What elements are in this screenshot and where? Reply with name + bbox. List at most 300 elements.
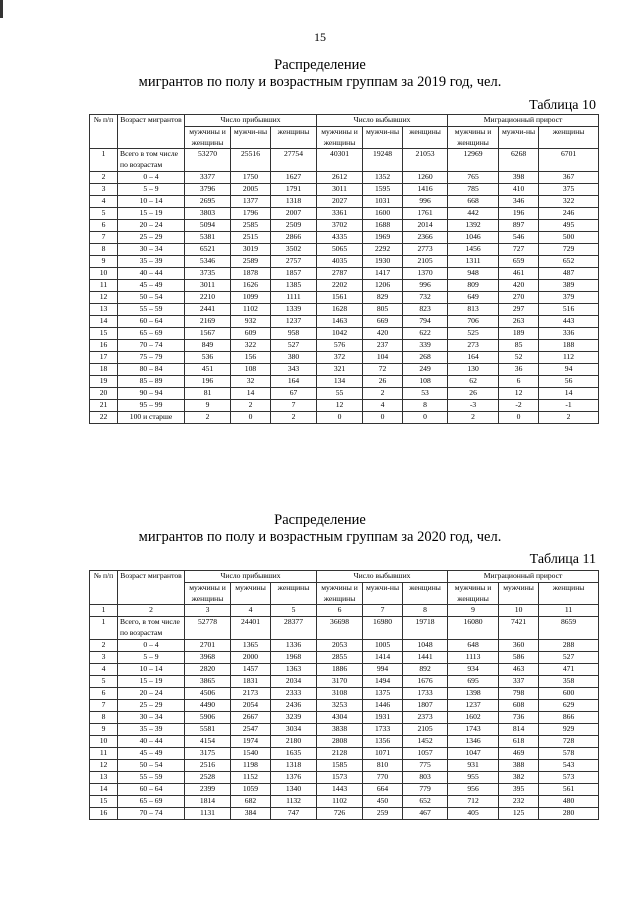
table2-title-line2: мигрантов по полу и возрастным группам за 2020 год, чел. bbox=[138, 529, 502, 545]
table-cell: 11 bbox=[90, 747, 118, 759]
table-cell: 2585 bbox=[231, 219, 271, 231]
table-cell: 2027 bbox=[317, 195, 363, 207]
table-cell: 249 bbox=[403, 363, 448, 375]
table-cell: 1463 bbox=[317, 315, 363, 327]
table-cell: 14 bbox=[231, 387, 271, 399]
table-cell: 3 bbox=[90, 651, 118, 663]
table-cell: 50 – 54 bbox=[118, 759, 185, 771]
table-cell: 5381 bbox=[185, 231, 231, 243]
table-cell: 1376 bbox=[271, 771, 317, 783]
table-cell: 932 bbox=[231, 315, 271, 327]
table-cell: 16980 bbox=[363, 617, 403, 640]
table-row bbox=[90, 723, 599, 735]
table-cell: 22 bbox=[90, 411, 118, 423]
table-cell: 2547 bbox=[231, 723, 271, 735]
table-cell: 65 – 69 bbox=[118, 327, 185, 339]
header-departed: Число выбывших bbox=[317, 571, 448, 583]
table-row bbox=[90, 617, 599, 640]
table-cell: 994 bbox=[363, 663, 403, 675]
table-cell: 70 – 74 bbox=[118, 339, 185, 351]
table-cell: 1974 bbox=[231, 735, 271, 747]
table-cell: 3865 bbox=[185, 675, 231, 687]
table-cell: 1567 bbox=[185, 327, 231, 339]
table-cell: 85 – 89 bbox=[118, 375, 185, 387]
table-cell: 50 – 54 bbox=[118, 291, 185, 303]
table-cell: 388 bbox=[499, 759, 539, 771]
table-cell: 9 bbox=[90, 255, 118, 267]
table-cell: 45 – 49 bbox=[118, 747, 185, 759]
table-cell: 1743 bbox=[448, 723, 499, 735]
table-cell: 1370 bbox=[403, 267, 448, 279]
table-cell: 1336 bbox=[271, 639, 317, 651]
table-cell: 1602 bbox=[448, 711, 499, 723]
table-cell: 85 bbox=[499, 339, 539, 351]
table-cell: 2169 bbox=[185, 315, 231, 327]
table-cell: 2 bbox=[448, 411, 499, 423]
table1-body bbox=[90, 149, 599, 424]
table-cell: 196 bbox=[185, 375, 231, 387]
table-cell: 487 bbox=[539, 267, 599, 279]
column-number-cell: 7 bbox=[363, 605, 403, 617]
table-cell: 525 bbox=[448, 327, 499, 339]
table-cell: 1688 bbox=[363, 219, 403, 231]
table-cell: 20 – 24 bbox=[118, 219, 185, 231]
table-cell: 13 bbox=[90, 771, 118, 783]
table-cell: 600 bbox=[539, 687, 599, 699]
table-cell: 56 bbox=[539, 375, 599, 387]
table-row bbox=[90, 315, 599, 327]
table-row bbox=[90, 351, 599, 363]
table-cell: 410 bbox=[499, 183, 539, 195]
table2-title bbox=[0, 512, 640, 546]
column-number-cell: 4 bbox=[231, 605, 271, 617]
table-cell: 3019 bbox=[231, 243, 271, 255]
table-cell: 629 bbox=[539, 699, 599, 711]
table-cell: 80 – 84 bbox=[118, 363, 185, 375]
table-cell: 3735 bbox=[185, 267, 231, 279]
table-cell: 5906 bbox=[185, 711, 231, 723]
table-row bbox=[90, 267, 599, 279]
table-cell: 1831 bbox=[231, 675, 271, 687]
table-cell: 1385 bbox=[271, 279, 317, 291]
table-cell: 246 bbox=[539, 207, 599, 219]
table-cell: 4 bbox=[363, 399, 403, 411]
table-row bbox=[90, 255, 599, 267]
table-cell: 1048 bbox=[403, 639, 448, 651]
table-cell: 81 bbox=[185, 387, 231, 399]
table-cell: 467 bbox=[403, 807, 448, 819]
table-cell: 2333 bbox=[271, 687, 317, 699]
table1-label: Таблица 10 bbox=[529, 98, 596, 113]
table-cell: 1969 bbox=[363, 231, 403, 243]
table-row bbox=[90, 783, 599, 795]
table-cell: 2516 bbox=[185, 759, 231, 771]
table-cell: 809 bbox=[448, 279, 499, 291]
table-cell: 659 bbox=[499, 255, 539, 267]
table-cell: -3 bbox=[448, 399, 499, 411]
table-cell: 1356 bbox=[363, 735, 403, 747]
table-cell: 273 bbox=[448, 339, 499, 351]
table-row bbox=[90, 291, 599, 303]
table-cell: 6268 bbox=[499, 149, 539, 172]
table-cell: 2202 bbox=[317, 279, 363, 291]
table-cell: 1318 bbox=[271, 759, 317, 771]
table-cell: 536 bbox=[185, 351, 231, 363]
column-number-cell: 6 bbox=[317, 605, 363, 617]
sub-women: женщины bbox=[271, 582, 317, 605]
table-row bbox=[90, 375, 599, 387]
sub-men: мужчи-ны bbox=[363, 126, 403, 149]
table-cell: 3796 bbox=[185, 183, 231, 195]
table-cell: 70 – 74 bbox=[118, 807, 185, 819]
table-cell: 40 – 44 bbox=[118, 267, 185, 279]
table-cell: 288 bbox=[539, 639, 599, 651]
table-cell: 389 bbox=[539, 279, 599, 291]
table-cell: 2399 bbox=[185, 783, 231, 795]
table-cell: 3170 bbox=[317, 675, 363, 687]
table-cell: 263 bbox=[499, 315, 539, 327]
table-cell: 5094 bbox=[185, 219, 231, 231]
table2-body bbox=[90, 617, 599, 820]
table-cell: 1456 bbox=[448, 243, 499, 255]
table-row bbox=[90, 207, 599, 219]
table-cell: 450 bbox=[363, 795, 403, 807]
column-number-cell: 8 bbox=[403, 605, 448, 617]
table-cell: 1 bbox=[90, 617, 118, 640]
table-cell: 664 bbox=[363, 783, 403, 795]
table-cell: 1346 bbox=[448, 735, 499, 747]
table-cell: 471 bbox=[539, 663, 599, 675]
table-cell: 35 – 39 bbox=[118, 255, 185, 267]
table-cell: 188 bbox=[539, 339, 599, 351]
table-cell: 1733 bbox=[363, 723, 403, 735]
table-cell: 1600 bbox=[363, 207, 403, 219]
table-cell: 9 bbox=[185, 399, 231, 411]
table-cell: 1628 bbox=[317, 303, 363, 315]
table-cell: 196 bbox=[499, 207, 539, 219]
table-cell: 0 bbox=[403, 411, 448, 423]
table-cell: 5 bbox=[90, 207, 118, 219]
table-cell: 12969 bbox=[448, 149, 499, 172]
table-row bbox=[90, 171, 599, 183]
table-cell: 19248 bbox=[363, 149, 403, 172]
table-cell: 7 bbox=[90, 231, 118, 243]
table-cell: 12 bbox=[90, 291, 118, 303]
table-cell: 343 bbox=[271, 363, 317, 375]
table-cell: 2436 bbox=[271, 699, 317, 711]
table-cell: 805 bbox=[363, 303, 403, 315]
table-cell: 5581 bbox=[185, 723, 231, 735]
table-cell: 2 bbox=[185, 411, 231, 423]
table-cell: 3253 bbox=[317, 699, 363, 711]
table-cell: 1814 bbox=[185, 795, 231, 807]
table-cell: 108 bbox=[231, 363, 271, 375]
table-cell: 1 bbox=[90, 149, 118, 172]
table-cell: 322 bbox=[231, 339, 271, 351]
table-cell: 461 bbox=[499, 267, 539, 279]
table-cell: 95 – 99 bbox=[118, 399, 185, 411]
table-cell: 2292 bbox=[363, 243, 403, 255]
table-cell: 156 bbox=[231, 351, 271, 363]
table-cell: 1886 bbox=[317, 663, 363, 675]
table-cell: 779 bbox=[403, 783, 448, 795]
table-cell: 11 bbox=[90, 279, 118, 291]
sub-women: женщины bbox=[403, 126, 448, 149]
table-cell: 1398 bbox=[448, 687, 499, 699]
sub-women: женщины bbox=[403, 582, 448, 605]
table-row bbox=[90, 759, 599, 771]
table-cell: 4035 bbox=[317, 255, 363, 267]
table-cell: 1627 bbox=[271, 171, 317, 183]
table-cell: 2 bbox=[363, 387, 403, 399]
column-number-cell: 3 bbox=[185, 605, 231, 617]
table-cell: 1573 bbox=[317, 771, 363, 783]
table-cell: 2787 bbox=[317, 267, 363, 279]
table-cell: 1102 bbox=[317, 795, 363, 807]
table-row bbox=[90, 339, 599, 351]
table-cell: 8 bbox=[90, 243, 118, 255]
table-cell: Всего в том числе по возрастам bbox=[118, 149, 185, 172]
table-cell: 4490 bbox=[185, 699, 231, 711]
table-cell: 996 bbox=[403, 279, 448, 291]
table-cell: 618 bbox=[499, 735, 539, 747]
table-cell: 3803 bbox=[185, 207, 231, 219]
table-cell: 12 bbox=[499, 387, 539, 399]
table-cell: 10 bbox=[90, 735, 118, 747]
table-cell: 189 bbox=[499, 327, 539, 339]
sub-both: мужчины и женщины bbox=[317, 126, 363, 149]
table-cell: 2180 bbox=[271, 735, 317, 747]
table-cell: 2866 bbox=[271, 231, 317, 243]
table-cell: 15 bbox=[90, 795, 118, 807]
column-number-cell: 10 bbox=[499, 605, 539, 617]
table-cell: 480 bbox=[539, 795, 599, 807]
table-cell: 561 bbox=[539, 783, 599, 795]
sub-both: мужчины и женщины bbox=[185, 582, 231, 605]
table-cell: 2 bbox=[271, 411, 317, 423]
table-cell: 527 bbox=[271, 339, 317, 351]
table-cell: 1311 bbox=[448, 255, 499, 267]
table-cell: 55 bbox=[317, 387, 363, 399]
table-cell: 609 bbox=[231, 327, 271, 339]
table-cell: 2373 bbox=[403, 711, 448, 723]
sub-both: мужчины и женщины bbox=[317, 582, 363, 605]
table-cell: 7421 bbox=[499, 617, 539, 640]
table-row bbox=[90, 639, 599, 651]
table-cell: 2105 bbox=[403, 255, 448, 267]
table-cell: 1339 bbox=[271, 303, 317, 315]
table-cell: 16 bbox=[90, 339, 118, 351]
table-cell: -1 bbox=[539, 399, 599, 411]
table-cell: 24401 bbox=[231, 617, 271, 640]
table2 bbox=[89, 570, 599, 820]
table-cell: 2 bbox=[90, 639, 118, 651]
table-cell: 1930 bbox=[363, 255, 403, 267]
table-cell: 25 – 29 bbox=[118, 231, 185, 243]
header-num: № п/п bbox=[90, 571, 118, 605]
table-cell: 929 bbox=[539, 723, 599, 735]
table-cell: 1198 bbox=[231, 759, 271, 771]
table-cell: 90 – 94 bbox=[118, 387, 185, 399]
table-cell: 958 bbox=[271, 327, 317, 339]
table-cell: 14 bbox=[539, 387, 599, 399]
table-cell: 546 bbox=[499, 231, 539, 243]
table-row bbox=[90, 771, 599, 783]
table-cell: 451 bbox=[185, 363, 231, 375]
table-row bbox=[90, 687, 599, 699]
table-cell: 500 bbox=[539, 231, 599, 243]
table-row bbox=[90, 363, 599, 375]
header-num: № п/п bbox=[90, 115, 118, 149]
sub-men: мужчи-ны bbox=[363, 582, 403, 605]
table-cell: 829 bbox=[363, 291, 403, 303]
table-cell: 8 bbox=[90, 711, 118, 723]
table-cell: 1363 bbox=[271, 663, 317, 675]
table-cell: 775 bbox=[403, 759, 448, 771]
sub-both: мужчины и женщины bbox=[448, 582, 499, 605]
table-cell: 1237 bbox=[271, 315, 317, 327]
sub-both: мужчины и женщины bbox=[448, 126, 499, 149]
table-row bbox=[90, 183, 599, 195]
table-cell: 2612 bbox=[317, 171, 363, 183]
table-cell: 1111 bbox=[271, 291, 317, 303]
sub-men: мужчи-ны bbox=[499, 126, 539, 149]
table-cell: 52 bbox=[499, 351, 539, 363]
table-cell: 2005 bbox=[231, 183, 271, 195]
table-cell: 578 bbox=[539, 747, 599, 759]
table-cell: 728 bbox=[539, 735, 599, 747]
table-cell: 2007 bbox=[271, 207, 317, 219]
table-cell: 280 bbox=[539, 807, 599, 819]
table-cell: 543 bbox=[539, 759, 599, 771]
table-cell: 62 bbox=[448, 375, 499, 387]
table-cell: 19718 bbox=[403, 617, 448, 640]
table-cell: 443 bbox=[539, 315, 599, 327]
table-cell: 736 bbox=[499, 711, 539, 723]
table-row bbox=[90, 663, 599, 675]
table-cell: 28377 bbox=[271, 617, 317, 640]
table-cell: 322 bbox=[539, 195, 599, 207]
table-cell: 367 bbox=[539, 171, 599, 183]
table-cell: 375 bbox=[539, 183, 599, 195]
table-cell: 27754 bbox=[271, 149, 317, 172]
table-cell: 1791 bbox=[271, 183, 317, 195]
table-cell: 866 bbox=[539, 711, 599, 723]
table-cell: 4335 bbox=[317, 231, 363, 243]
column-number-cell: 11 bbox=[539, 605, 599, 617]
table-cell: -2 bbox=[499, 399, 539, 411]
table-cell: 576 bbox=[317, 339, 363, 351]
table-row bbox=[90, 387, 599, 399]
table-cell: 259 bbox=[363, 807, 403, 819]
table-cell: 395 bbox=[499, 783, 539, 795]
table-cell: 931 bbox=[448, 759, 499, 771]
table-cell: 55 – 59 bbox=[118, 771, 185, 783]
table-cell: 814 bbox=[499, 723, 539, 735]
table-cell: 469 bbox=[499, 747, 539, 759]
table-cell: 668 bbox=[448, 195, 499, 207]
table1-title-line2: мигрантов по полу и возрастным группам за 2019 год, чел. bbox=[138, 74, 502, 90]
table-cell: 608 bbox=[499, 699, 539, 711]
table-cell: 1540 bbox=[231, 747, 271, 759]
table-cell: 849 bbox=[185, 339, 231, 351]
table-cell: 3239 bbox=[271, 711, 317, 723]
table-cell: 6521 bbox=[185, 243, 231, 255]
table-cell: 1494 bbox=[363, 675, 403, 687]
table-cell: 25 – 29 bbox=[118, 699, 185, 711]
table-cell: 3361 bbox=[317, 207, 363, 219]
table-row bbox=[90, 807, 599, 819]
table-cell: 10 bbox=[90, 267, 118, 279]
table-cell: 14 bbox=[90, 783, 118, 795]
table-cell: 21 bbox=[90, 399, 118, 411]
table-cell: 2173 bbox=[231, 687, 271, 699]
table-cell: 20 – 24 bbox=[118, 687, 185, 699]
table-cell: 2034 bbox=[271, 675, 317, 687]
table-cell: 1416 bbox=[403, 183, 448, 195]
table-cell: 18 bbox=[90, 363, 118, 375]
table-cell: 67 bbox=[271, 387, 317, 399]
table-cell: 1102 bbox=[231, 303, 271, 315]
table-cell: 803 bbox=[403, 771, 448, 783]
table-cell: 1414 bbox=[363, 651, 403, 663]
table-cell: 398 bbox=[499, 171, 539, 183]
table-cell: 1042 bbox=[317, 327, 363, 339]
sub-men: мужчи-ны bbox=[231, 126, 271, 149]
table-cell: 2128 bbox=[317, 747, 363, 759]
table-cell: 682 bbox=[231, 795, 271, 807]
table-cell: 695 bbox=[448, 675, 499, 687]
header-departed: Число выбывших bbox=[317, 115, 448, 127]
table-cell: 765 bbox=[448, 171, 499, 183]
table-cell: 1878 bbox=[231, 267, 271, 279]
table-cell: 2 bbox=[539, 411, 599, 423]
table-row bbox=[90, 327, 599, 339]
table-cell: 15 bbox=[90, 327, 118, 339]
table-cell: 21053 bbox=[403, 149, 448, 172]
sub-men: мужчины bbox=[499, 582, 539, 605]
table-cell: 652 bbox=[403, 795, 448, 807]
table-cell: 52778 bbox=[185, 617, 231, 640]
table-cell: 2210 bbox=[185, 291, 231, 303]
table-cell: 30 – 34 bbox=[118, 711, 185, 723]
table-cell: 1071 bbox=[363, 747, 403, 759]
table-cell: 4 bbox=[90, 195, 118, 207]
table-cell: 420 bbox=[499, 279, 539, 291]
table-cell: 5 – 9 bbox=[118, 183, 185, 195]
table-cell: 3702 bbox=[317, 219, 363, 231]
table-cell: 2 bbox=[231, 399, 271, 411]
table-cell: 72 bbox=[363, 363, 403, 375]
table-cell: 463 bbox=[499, 663, 539, 675]
table-cell: 948 bbox=[448, 267, 499, 279]
table-cell: 1733 bbox=[403, 687, 448, 699]
table-cell: 53 bbox=[403, 387, 448, 399]
table-cell: 6 bbox=[90, 219, 118, 231]
column-number-cell: 5 bbox=[271, 605, 317, 617]
table-cell: 0 – 4 bbox=[118, 171, 185, 183]
table-row bbox=[90, 303, 599, 315]
table-cell: 60 – 64 bbox=[118, 783, 185, 795]
table-cell: 14 bbox=[90, 315, 118, 327]
table-cell: 2053 bbox=[317, 639, 363, 651]
table-cell: 1057 bbox=[403, 747, 448, 759]
table-cell: 3108 bbox=[317, 687, 363, 699]
header-growth: Миграционный прирост bbox=[448, 571, 599, 583]
table-cell: 380 bbox=[271, 351, 317, 363]
table-cell: 9 bbox=[90, 723, 118, 735]
table-cell: 2509 bbox=[271, 219, 317, 231]
